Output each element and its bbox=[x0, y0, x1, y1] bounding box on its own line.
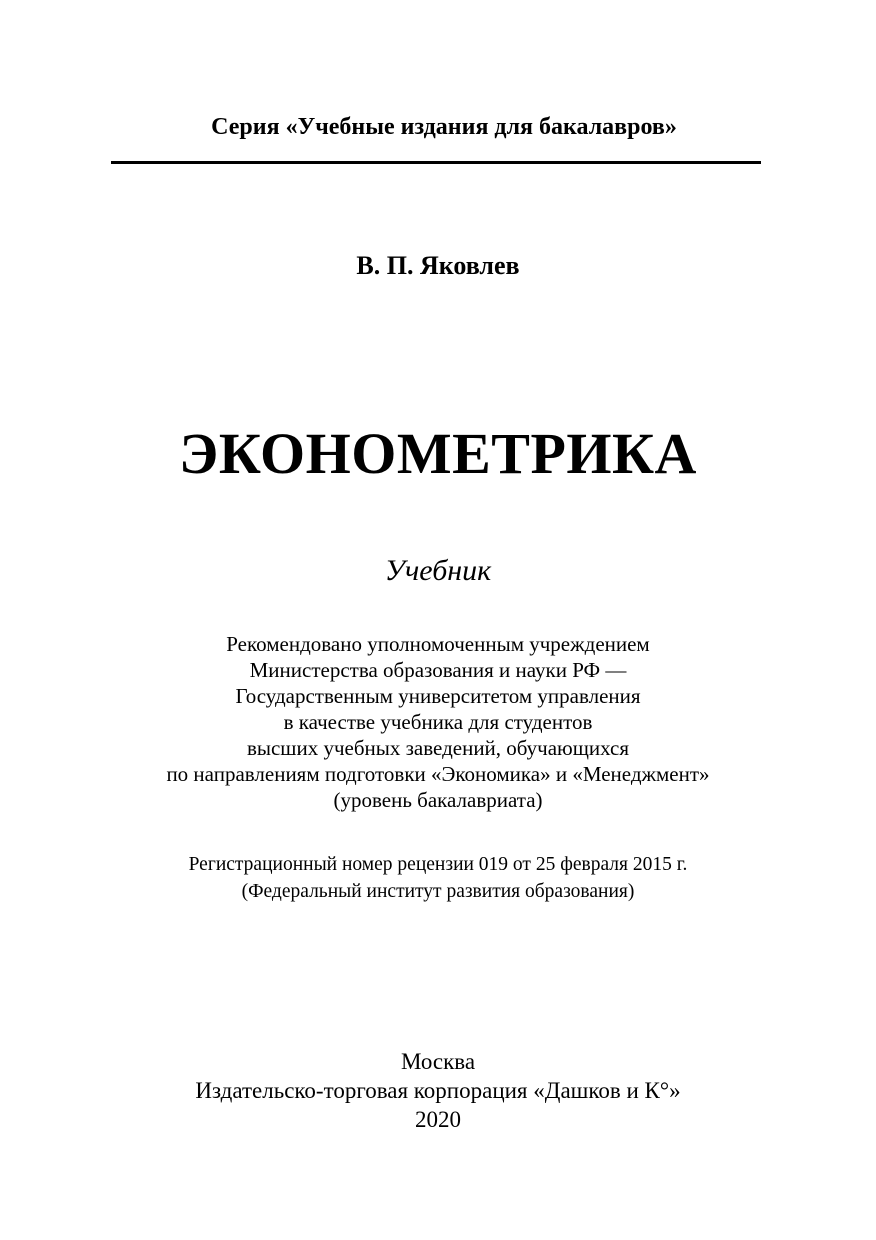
recommendation-block bbox=[0, 631, 876, 813]
registration-line: Регистрационный номер рецензии 019 от 25 февраля 2015 г. bbox=[188, 854, 688, 875]
book-title: ЭКОНОМЕТРИКА bbox=[179, 421, 697, 486]
recommendation-line: Министерства образования и науки РФ — bbox=[249, 658, 627, 682]
series-title: Серия «Учебные издания для бакалавров» bbox=[211, 114, 677, 140]
imprint-block bbox=[0, 1047, 876, 1134]
imprint-publisher: Издательско-торговая корпорация «Дашков и К°» bbox=[195, 1078, 681, 1103]
book-subtitle: Учебник bbox=[384, 554, 492, 587]
recommendation-line: Государственным университетом управления bbox=[235, 684, 641, 708]
recommendation-line: Рекомендовано уполномоченным учреждением bbox=[226, 632, 650, 656]
recommendation-line: по направлениям подготовки «Экономика» и «Менеджмент» bbox=[166, 762, 710, 786]
registration-line: (Федеральный институт развития образования) bbox=[241, 881, 635, 902]
author-name: В. П. Яковлев bbox=[356, 251, 520, 280]
registration-block bbox=[0, 851, 876, 905]
series-divider bbox=[111, 161, 761, 164]
imprint-city: Москва bbox=[400, 1049, 476, 1074]
imprint-year: 2020 bbox=[415, 1107, 461, 1132]
recommendation-line: высших учебных заведений, обучающихся bbox=[246, 736, 630, 760]
recommendation-line: в качестве учебника для студентов bbox=[283, 710, 593, 734]
recommendation-line: (уровень бакалавриата) bbox=[333, 788, 543, 812]
